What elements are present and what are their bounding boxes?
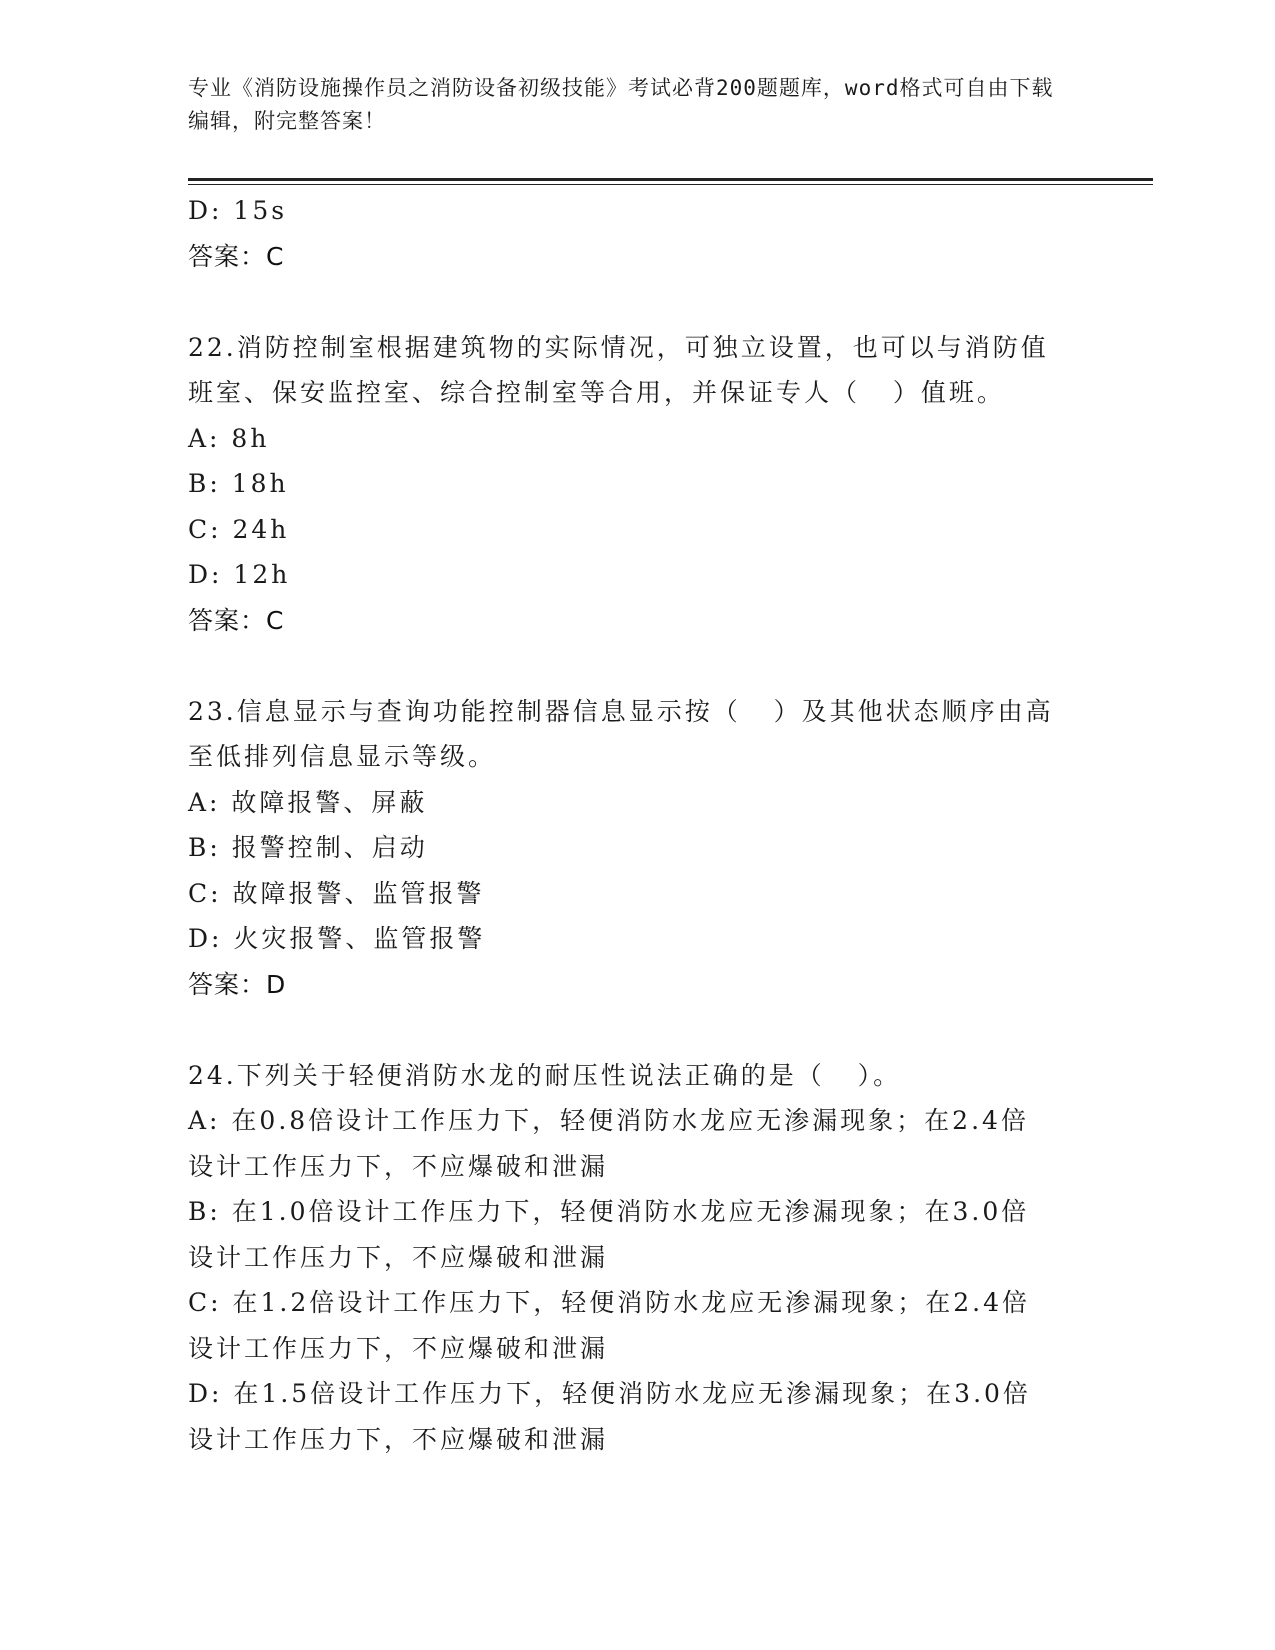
question-stem-line: 班室、保安监控室、综合控制室等合用，并保证专人（ ）值班。 <box>188 378 1005 407</box>
spacer <box>188 1007 1078 1053</box>
question-option-line: C: 24h <box>188 514 290 544</box>
question-option-line: D: 12h <box>188 560 291 589</box>
question-option-line: D: 在1.5倍设计工作压力下，轻便消防水龙应无渗漏现象；在3.0倍 <box>188 1379 1031 1408</box>
question-block <box>188 689 1078 1008</box>
previous-question-option-d: D: 15s <box>188 196 288 225</box>
question-stem-line: 至低排列信息显示等级。 <box>188 742 497 771</box>
question-option-line: B: 18h <box>188 469 289 498</box>
question-stem-line: 23.信息显示与查询功能控制器信息显示按（ ）及其他状态顺序由高 <box>188 696 1054 726</box>
question-option-line: C: 故障报警、监管报警 <box>188 878 485 908</box>
previous-question-answer: 答案：C <box>188 241 285 271</box>
question-answer: 答案：D <box>188 969 287 999</box>
header-divider-thin <box>188 184 1153 185</box>
question-option-line: C: 在1.2倍设计工作压力下，轻便消防水龙应无渗漏现象；在2.4倍 <box>188 1288 1031 1317</box>
spacer <box>188 279 1078 325</box>
question-option-line: B: 报警控制、启动 <box>188 833 428 862</box>
question-block <box>188 325 1078 644</box>
question-option-line: 设计工作压力下，不应爆破和泄漏 <box>188 1242 609 1272</box>
question-option-line: 设计工作压力下，不应爆破和泄漏 <box>188 1424 609 1454</box>
question-option-line: A: 8h <box>188 423 270 453</box>
question-content <box>188 188 1078 1462</box>
question-option-line: 设计工作压力下，不应爆破和泄漏 <box>188 1151 609 1181</box>
question-list <box>188 325 1078 1463</box>
question-option-line: A: 故障报警、屏蔽 <box>188 787 428 817</box>
question-answer: 答案：C <box>188 605 285 635</box>
page-header-title: 专业《消防设施操作员之消防设备初级技能》考试必背200题题库，word格式可自由下载编辑，附完整答案！ <box>188 76 1054 133</box>
header-divider-thick <box>188 178 1153 181</box>
spacer <box>188 643 1078 689</box>
question-block <box>188 1053 1078 1463</box>
question-stem-line: 24.下列关于轻便消防水龙的耐压性说法正确的是（ ）。 <box>188 1060 902 1090</box>
question-option-line: 设计工作压力下，不应爆破和泄漏 <box>188 1333 609 1363</box>
question-stem-line: 22.消防控制室根据建筑物的实际情况，可独立设置，也可以与消防值 <box>188 332 1049 362</box>
question-option-line: B: 在1.0倍设计工作压力下，轻便消防水龙应无渗漏现象；在3.0倍 <box>188 1197 1030 1226</box>
question-option-line: A: 在0.8倍设计工作压力下，轻便消防水龙应无渗漏现象；在2.4倍 <box>188 1106 1029 1135</box>
question-option-line: D: 火灾报警、监管报警 <box>188 924 486 953</box>
